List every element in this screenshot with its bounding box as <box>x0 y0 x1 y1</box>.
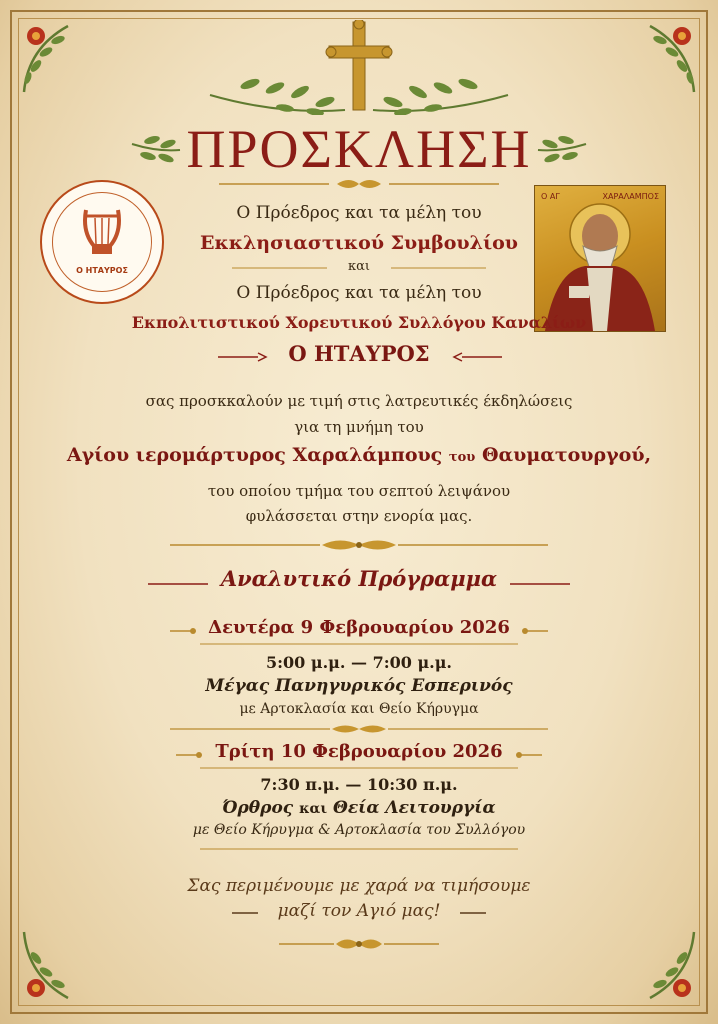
closing-dash-right <box>460 911 486 915</box>
day2-underline <box>200 767 518 770</box>
day-divider-icon <box>170 722 548 736</box>
day-1-date: Δευτέρα 9 Φεβρουαρίου 2026 <box>208 617 510 638</box>
day-2-service <box>0 798 718 818</box>
day-1-note: με Αρτοκλασία και Θείο Κήρυγμα <box>239 701 479 717</box>
invitation-line-4: φυλάσσεται στην ενορία μας. <box>245 507 473 525</box>
saint-name-small: του <box>448 450 476 465</box>
day-2-service-1: Όρθρος <box>222 798 294 818</box>
name-bracket-right-icon <box>452 352 502 362</box>
section-divider-icon <box>170 536 548 554</box>
and-divider-right <box>391 266 486 270</box>
council-name: Εκκλησιαστικού Συμβουλίου <box>200 232 518 254</box>
invitation-line-1: σας προσκκαλούν με τιμή στις λατρευτικές έκδηλώσεις <box>145 392 573 410</box>
intro-line-1: Ο Πρόεδρος και τα μέλη του <box>236 203 482 223</box>
cross-laurel-icon <box>200 20 518 115</box>
closing-line-2: μαζί τον Αγιό μας! <box>277 901 441 921</box>
saint-name-line <box>0 444 718 466</box>
day-2-time: 7:30 π.μ. — 10:30 π.μ. <box>260 775 458 794</box>
day-2-date: Τρίτη 10 Φεβρουαρίου 2026 <box>215 741 503 762</box>
day-1-time: 5:00 μ.μ. — 7:00 μ.μ. <box>265 653 452 672</box>
floral-corner-top-right-icon <box>620 18 700 98</box>
closing-line-1: Σας περιμένουμε με χαρά να τιμήσουμε <box>187 876 531 896</box>
saint-name-part-2: Θαυματουργού, <box>481 444 652 466</box>
day1-underline <box>200 643 518 646</box>
floral-corner-bottom-right-icon <box>620 926 700 1006</box>
program-heading-right-line <box>510 580 570 588</box>
intro-line-2: Ο Πρόεδρος και τα μέλη του <box>236 283 482 303</box>
day-2-note: με Θείο Κήρυγμα & Αρτοκλασία του Συλλόγου <box>192 822 526 838</box>
bottom-ornament-icon <box>279 934 439 954</box>
icon-inscription-right: ΧΑΡΑΛΑΜΠΟΣ <box>602 192 659 201</box>
floral-corner-top-left-icon <box>18 18 98 98</box>
invitation-line-2: για τη μνήμη του <box>294 418 424 436</box>
floral-corner-bottom-left-icon <box>18 926 98 1006</box>
day-2-service-and: και <box>299 801 328 817</box>
association-name: Ο ΗΤΑΥΡΟΣ <box>288 341 430 366</box>
logo-name: Ο ΗΤΑΥΡΟΣ <box>76 266 128 275</box>
page-title: ΠΡΟΣΚΛΗΣΗ <box>186 119 532 179</box>
and-text: και <box>347 259 370 274</box>
day-2-service-2: Θεία Λειτουργία <box>333 798 496 818</box>
closing-divider-icon <box>200 846 518 852</box>
day-1-service: Μέγας Πανηγυρικός Εσπερινός <box>205 676 513 696</box>
invitation-line-3: του οποίου τμήμα του σεπτού λειψάνου <box>207 482 511 500</box>
program-heading: Αναλυτικό Πρόγραμμα <box>220 566 498 591</box>
icon-inscription-left: Ο ΑΓ <box>541 192 560 201</box>
day1-bracket-right <box>522 627 548 635</box>
day2-bracket-right <box>516 751 542 759</box>
saint-name-part-1: Αγίου ιερομάρτυρος Χαραλάμπους <box>66 444 443 466</box>
divider-ornament-icon <box>219 176 499 192</box>
association-full-name: Εκπολιτιστικού Χορευτικού Συλλόγου Καναλίων <box>131 313 587 332</box>
